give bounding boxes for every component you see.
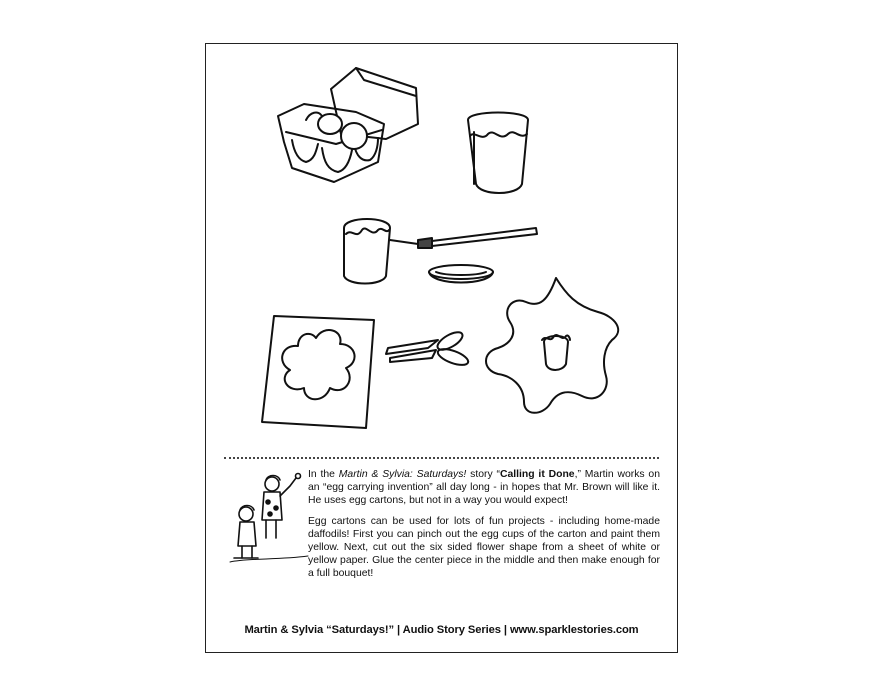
scissors-illustration: [386, 329, 470, 368]
story-intro-paragraph: In the Martin & Sylvia: Saturdays! story “Calling it Done,” Martin works on an “egg carrying invention” all day long - in hopes that Mr. Brown will like it. He uses egg cartons, but not in a way you would expect!: [308, 469, 660, 507]
daffodil-illustration: [486, 278, 618, 413]
dotted-divider: [224, 457, 659, 459]
egg-carton-illustration: [278, 68, 418, 182]
craft-illustrations: [206, 44, 679, 454]
flower-cutout-illustration: [262, 316, 374, 428]
activity-page: [205, 43, 678, 653]
story-text: [308, 468, 660, 588]
story-title: Calling it Done: [499, 469, 575, 480]
series-name: Martin & Sylvia: Saturdays!: [338, 469, 467, 480]
martin-and-sylvia-illustration: [228, 472, 312, 564]
paint-dish-illustration: [429, 265, 493, 283]
page-footer: Martin & Sylvia “Saturdays!” | Audio Story Series | www.sparklestories.com: [244, 624, 639, 636]
craft-instructions-paragraph: Egg cartons can be used for lots of fun projects - including home-made daffodils! First you can pinch out the egg cups of the carton and paint them yellow. Next, cut out the six sided flower shape from a sheet of white or yellow paper. Glue the center piece in the middle and then make enough for a full bouquet!: [308, 515, 660, 580]
egg-cup-illustration: [468, 113, 528, 194]
